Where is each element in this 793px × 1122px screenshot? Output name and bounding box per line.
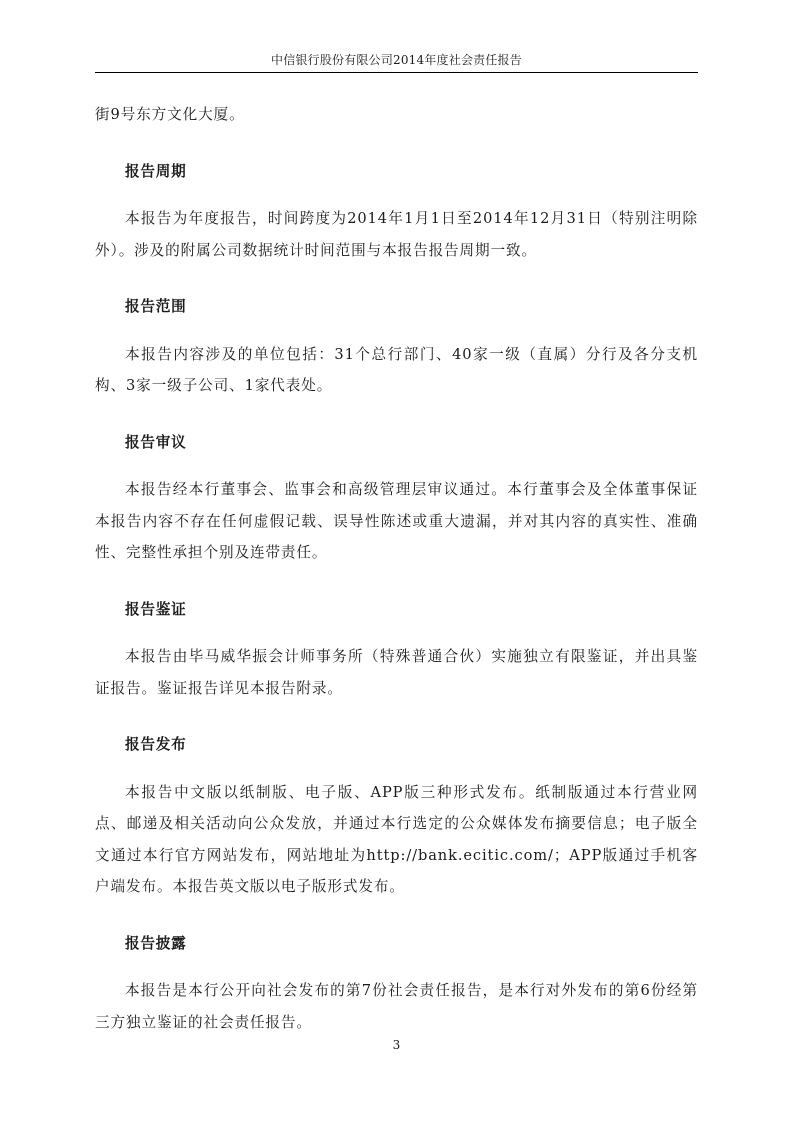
- document-body: [95, 99, 698, 1038]
- section-heading-assurance: 报告鉴证: [125, 600, 187, 618]
- header-rule: [95, 72, 698, 73]
- running-header: 中信银行股份有限公司2014年度社会责任报告: [271, 53, 522, 67]
- section-body-scope: 本报告内容涉及的单位包括：31个总行部门、40家一级（直属）分行及各分支机构、3家一级子公司、1家代表处。: [95, 345, 698, 394]
- section-body-disclosure: 本报告是本行公开向社会发布的第7份社会责任报告，是本行对外发布的第6份经第三方独立鉴证的社会责任报告。: [95, 982, 698, 1031]
- section-body-period: 本报告为年度报告，时间跨度为2014年1月1日至2014年12月31日（特别注明除外）。涉及的附属公司数据统计时间范围与本报告报告周期一致。: [95, 210, 698, 259]
- section-heading-review: 报告审议: [125, 433, 187, 451]
- intro-fragment: 街9号东方文化大厦。: [95, 106, 245, 123]
- section-heading-scope: 报告范围: [125, 298, 187, 315]
- section-heading-disclosure: 报告披露: [125, 934, 187, 952]
- section-body-review: 本报告经本行董事会、监事会和高级管理层审议通过。本行董事会及全体董事保证本报告内容不存在任何虚假记载、误导性陈述或重大遗漏，并对其内容的真实性、准确性、完整性承担个别及连带责任。: [95, 481, 698, 561]
- section-body-assurance: 本报告由毕马威华振会计师事务所（特殊普通合伙）实施独立有限鉴证，并出具鉴证报告。鉴证报告详见本报告附录。: [95, 648, 698, 697]
- section-body-publication: 本报告中文版以纸制版、电子版、APP版三种形式发布。纸制版通过本行营业网点、邮递及相关活动向公众发放，并通过本行选定的公众媒体发布摘要信息；电子版全文通过本行官方网站发布，网站地址为http://bank.ecitic.com/；APP版通过手机客户端发布。本报告英文版以电子版形式发布。: [95, 783, 698, 895]
- section-heading-publication: 报告发布: [125, 736, 187, 753]
- page-number: 3: [392, 1038, 401, 1052]
- section-heading-period: 报告周期: [125, 162, 187, 180]
